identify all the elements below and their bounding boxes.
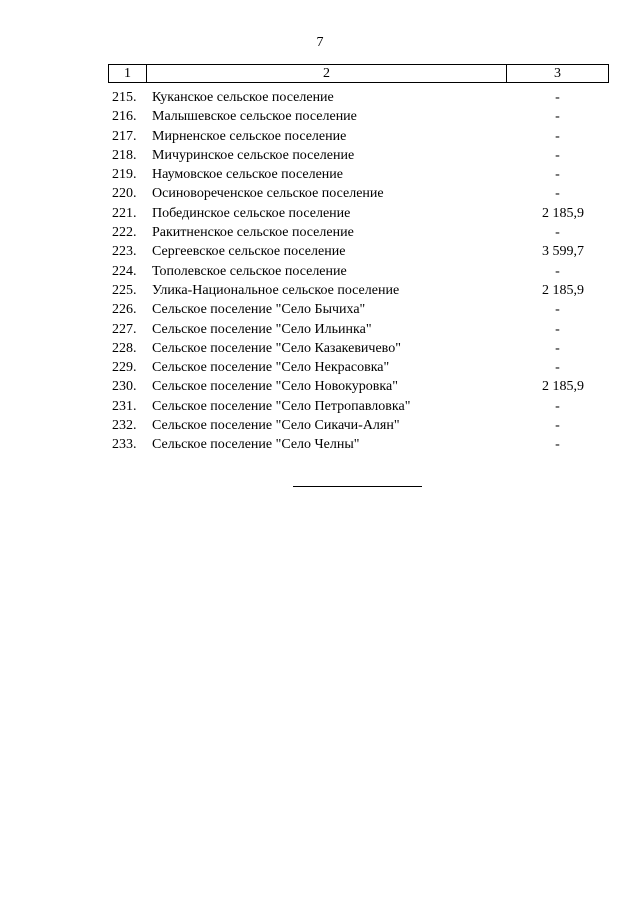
amount-value: - xyxy=(555,437,560,453)
amount-value: - xyxy=(555,109,560,125)
table-row xyxy=(108,416,609,435)
amount-value: - xyxy=(555,90,560,105)
amount-value: 2 185,9 xyxy=(542,282,584,298)
row-number: 216. xyxy=(112,109,137,125)
table-row xyxy=(108,397,609,416)
end-of-table-rule xyxy=(293,486,422,487)
settlement-name: Сельское поселение "Село Сикачи-Алян" xyxy=(152,418,400,434)
row-number: 223. xyxy=(112,244,137,260)
table-row xyxy=(108,165,609,184)
settlement-name: Сергеевское сельское поселение xyxy=(152,244,346,260)
row-number: 233. xyxy=(112,437,137,453)
row-number: 218. xyxy=(112,147,137,163)
row-number: 225. xyxy=(112,282,137,298)
amount-value: - xyxy=(555,128,560,144)
amount-value: - xyxy=(555,263,560,279)
row-number: 221. xyxy=(112,205,137,221)
amount-value: - xyxy=(555,321,560,337)
settlement-name: Побединское сельское поселение xyxy=(152,205,351,221)
settlement-name: Сельское поселение "Село Петропавловка" xyxy=(152,398,411,414)
row-number: 229. xyxy=(112,360,137,376)
amount-value: 3 599,7 xyxy=(542,244,584,260)
settlement-name: Сельское поселение "Село Некрасовка" xyxy=(152,360,390,376)
row-number: 231. xyxy=(112,398,137,414)
amount-value: 2 185,9 xyxy=(542,205,584,221)
amount-value: - xyxy=(555,340,560,356)
row-number: 230. xyxy=(112,379,137,395)
settlement-name: Ракитненское сельское поселение xyxy=(152,225,354,241)
row-number: 215. xyxy=(112,90,137,105)
settlement-name: Сельское поселение "Село Казакевичево" xyxy=(152,340,401,356)
settlement-name: Сельское поселение "Село Бычиха" xyxy=(152,302,366,318)
table-row xyxy=(108,300,609,319)
row-number: 232. xyxy=(112,418,137,434)
row-number: 219. xyxy=(112,167,137,183)
settlement-name: Мичуринское сельское поселение xyxy=(152,147,355,163)
row-number: 217. xyxy=(112,128,137,144)
settlement-name: Сельское поселение "Село Челны" xyxy=(152,437,360,453)
settlement-name: Мирненское сельское поселение xyxy=(152,128,347,144)
row-number: 220. xyxy=(112,186,137,202)
table-row xyxy=(108,146,609,165)
table-body xyxy=(108,88,609,455)
table-header xyxy=(108,64,609,83)
settlement-name: Осиновореченское сельское поселение xyxy=(152,186,384,202)
table-row xyxy=(108,377,609,396)
table-row xyxy=(108,262,609,281)
table-row xyxy=(108,339,609,358)
table-row xyxy=(108,184,609,203)
amount-value: - xyxy=(555,147,560,163)
amount-value: - xyxy=(555,225,560,241)
table-row xyxy=(108,435,609,454)
amount-value: - xyxy=(555,167,560,183)
settlement-name: Наумовское сельское поселение xyxy=(152,167,344,183)
column-header-3: 3 xyxy=(554,65,561,81)
row-number: 226. xyxy=(112,302,137,318)
table-row xyxy=(108,320,609,339)
table-row xyxy=(108,223,609,242)
table-row xyxy=(108,204,609,223)
table-row xyxy=(108,107,609,126)
settlement-name: Куканское сельское поселение xyxy=(152,90,334,105)
table-row xyxy=(108,127,609,146)
settlement-name: Сельское поселение "Село Ильинка" xyxy=(152,321,372,337)
table-row xyxy=(108,281,609,300)
settlement-name: Сельское поселение "Село Новокуровка" xyxy=(152,379,398,395)
table-row xyxy=(108,358,609,377)
table-row xyxy=(108,88,609,107)
settlement-name: Малышевское сельское поселение xyxy=(152,109,357,125)
row-number: 228. xyxy=(112,340,137,356)
amount-value: - xyxy=(555,302,560,318)
row-number: 227. xyxy=(112,321,137,337)
row-number: 224. xyxy=(112,263,137,279)
amount-value: - xyxy=(555,418,560,434)
row-number: 222. xyxy=(112,225,137,241)
table-row xyxy=(108,242,609,261)
column-header-2: 2 xyxy=(147,65,507,82)
amount-value: - xyxy=(555,360,560,376)
amount-value: - xyxy=(555,186,560,202)
amount-value: - xyxy=(555,398,560,414)
settlement-name: Тополевское сельское поселение xyxy=(152,263,347,279)
column-header-1: 1 xyxy=(109,65,147,82)
page-number: 7 xyxy=(316,35,324,50)
settlement-name: Улика-Национальное сельское поселение xyxy=(152,282,400,298)
amount-value: 2 185,9 xyxy=(542,379,584,395)
